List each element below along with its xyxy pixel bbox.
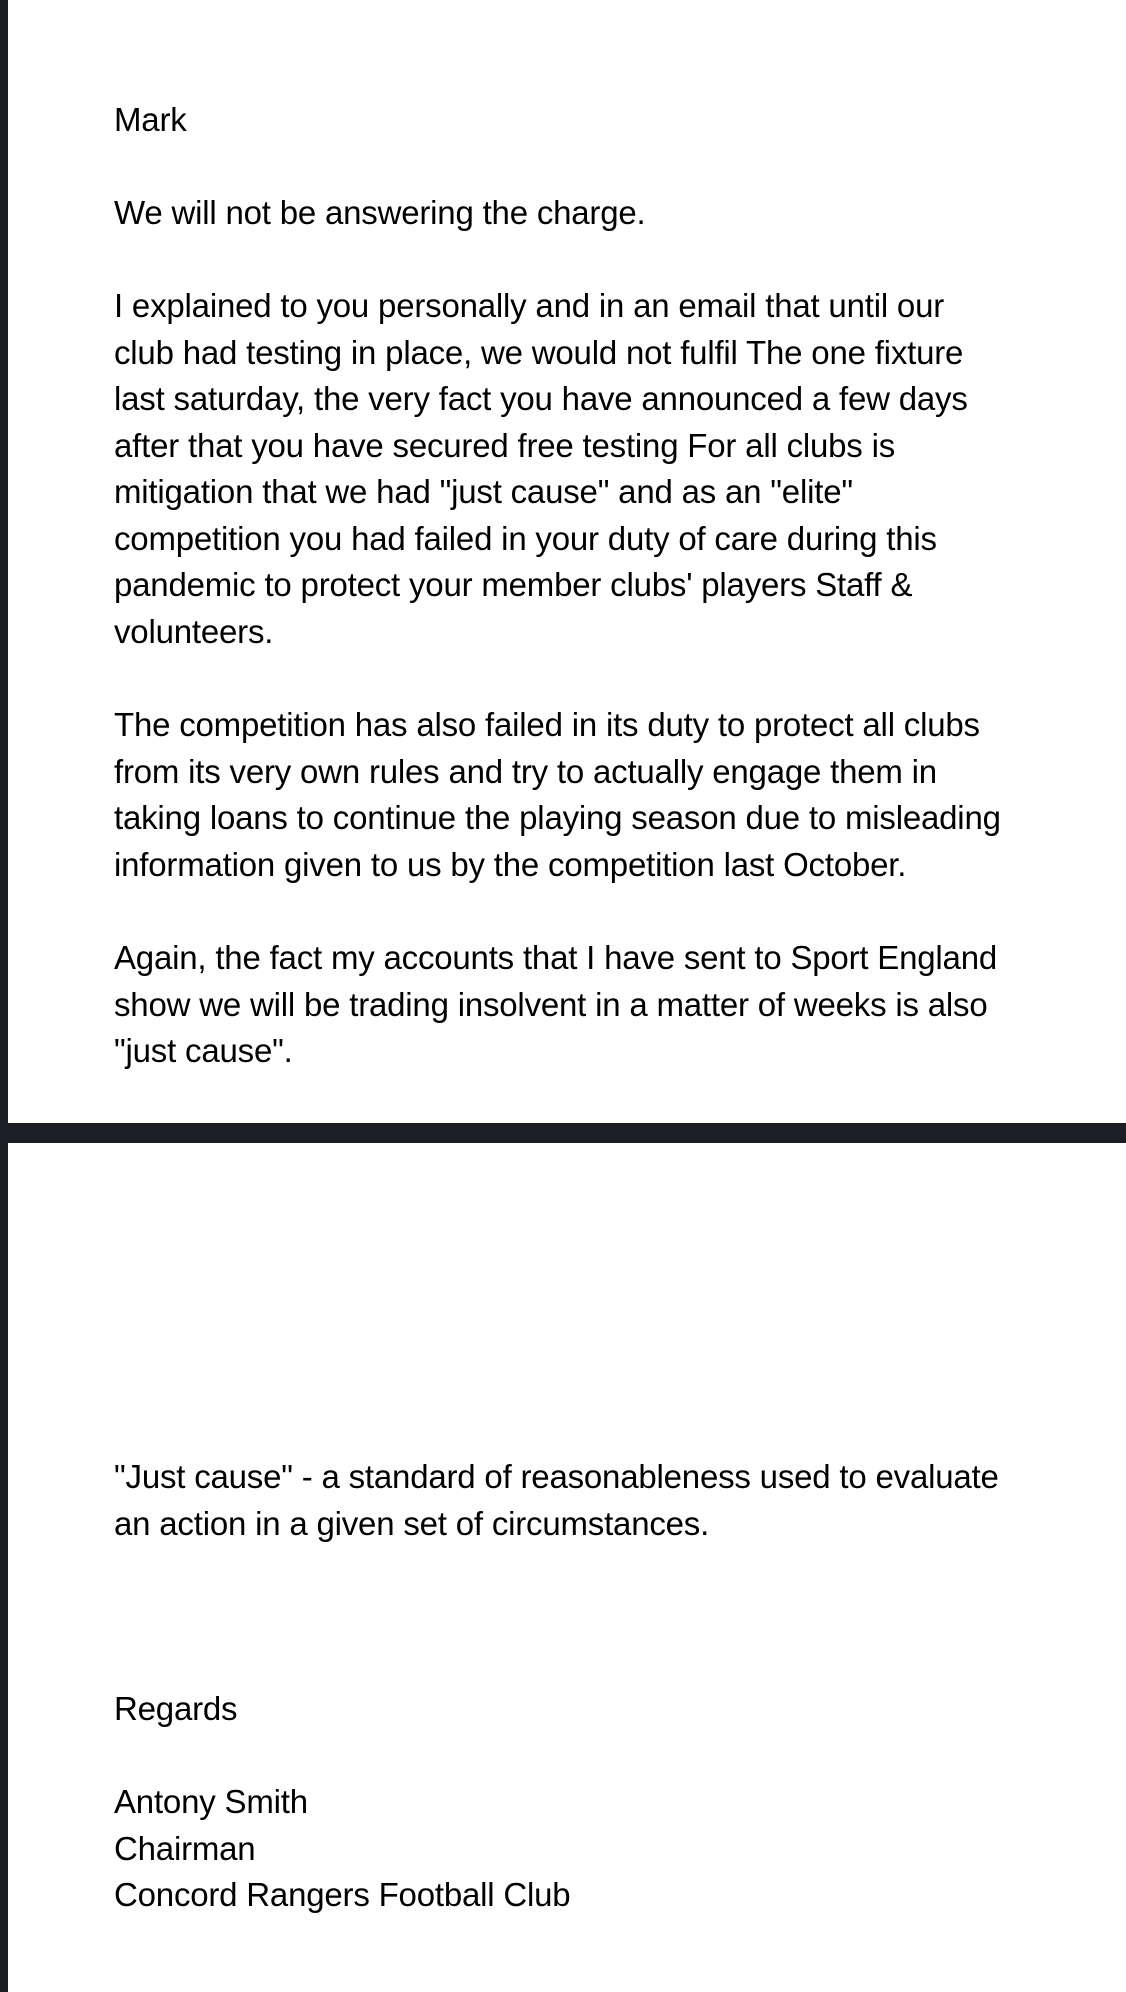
paragraph-1: We will not be answering the charge. bbox=[114, 194, 646, 231]
paragraph-2: I explained to you personally and in an email that until our club had testing in place, we would not fulfil The one fixture last saturday, the very fact you have announced a few days after that you have secured free testing For all clubs is mitigation that we had "just cause" and as an "elite" competition you had failed in your duty of care during this pandemic to protect your member clubs' players Staff & volunteers. bbox=[114, 287, 968, 650]
signature-title: Chairman bbox=[114, 1830, 256, 1867]
paragraph-3: The competition has also failed in its duty to protect all clubs from its very own rules and try to actually engage them in taking loans to continue the playing season due to misleading information given to us by the competition last October. bbox=[114, 706, 1001, 883]
letter-page-bottom bbox=[8, 1143, 1126, 1992]
signature-name: Antony Smith bbox=[114, 1783, 308, 1820]
signature-club: Concord Rangers Football Club bbox=[114, 1876, 571, 1913]
closing: Regards bbox=[114, 1690, 238, 1727]
salutation: Mark bbox=[114, 101, 187, 138]
definition-text: "Just cause" - a standard of reasonableness used to evaluate an action in a given set of circumstances. bbox=[114, 1458, 999, 1542]
paragraph-4: Again, the fact my accounts that I have sent to Sport England show we will be trading insolvent in a matter of weeks is also "just cause". bbox=[114, 939, 998, 1069]
letter-page-top bbox=[8, 0, 1126, 1123]
